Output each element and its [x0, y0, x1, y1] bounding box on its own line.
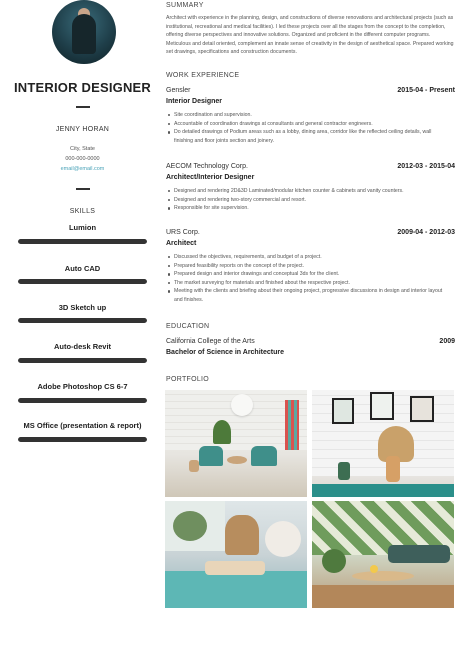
job-bullets: [166, 187, 451, 213]
skill-level-bar: [18, 318, 147, 323]
job-bullet: Designed and rendering 2D&3D Laminated/modular kitchen counter & cabinets and vanity counters.: [166, 187, 451, 196]
skill-level-bar: [18, 398, 147, 403]
job-company: URS Corp.: [166, 229, 200, 236]
portfolio-heading: PORTFOLIO: [166, 376, 210, 383]
education-degree: Bachelor of Science in Architecture: [166, 349, 284, 356]
skill-level-bar: [18, 437, 147, 442]
education-school: California College of the Arts: [166, 338, 255, 345]
candidate-name: JENNY HORAN: [55, 126, 110, 133]
job-dates: 2009-04 - 2012-03: [397, 229, 455, 236]
job-bullet: Site coordination and supervision.: [166, 111, 451, 120]
job-dates: 2015-04 - Present: [397, 87, 455, 94]
job-dates: 2012-03 - 2015-04: [397, 163, 455, 170]
summary-text: Architect with experience in the planning, design, and constructions of diverse renovations and architectural projects (such as institutional, recreational and medical facilities). I led these projects over all the stages from the concept to the completion, offering diverse perspectives and innovative solutions. Organized and proficient in the different computer programs. Meticulous and detail oriented, complement an innate sense of creativity in the design of aesthetical space. Prepared working set drawings, specifications and construction documents.: [166, 15, 454, 55]
experience-heading: WORK EXPERIENCE: [166, 72, 240, 79]
divider: [76, 106, 90, 108]
job-bullet: Responsible for site supervision.: [166, 204, 451, 213]
skills-heading: SKILLS: [69, 208, 96, 215]
job-bullet: Prepared design and interior drawings and conceptual 3ds for the client.: [166, 270, 451, 279]
job-bullets: [166, 111, 451, 145]
main-content: [165, 0, 465, 668]
summary-heading: SUMMARY: [166, 2, 204, 9]
skill-name: 3D Sketch up: [58, 303, 107, 312]
email-link[interactable]: email@email.com: [60, 166, 105, 172]
skill-name: MS Office (presentation & report): [23, 421, 142, 430]
job-bullets: [166, 253, 451, 305]
skill-name: Auto-desk Revit: [53, 342, 112, 351]
job-role: Architect: [166, 240, 197, 247]
job-company: AECOM Technology Corp.: [166, 163, 248, 170]
portfolio-image-boho-lounge[interactable]: [165, 501, 307, 608]
portfolio-image-tropical-lounge[interactable]: [312, 501, 454, 608]
job-bullet: Discussed the objectives, requirements, and budget of a project.: [166, 253, 451, 262]
sidebar: [0, 0, 165, 668]
job-bullet: Accountable of coordination drawings at consultants and general contractor engineers.: [166, 120, 451, 129]
job-bullet: Prepared feasibility reports on the concept of the project.: [166, 262, 451, 271]
education-heading: EDUCATION: [166, 323, 210, 330]
job-role: Architect/Interior Designer: [166, 174, 255, 181]
skill-name: Adobe Photoshop CS 6-7: [37, 382, 128, 391]
skill-name: Lumion: [68, 223, 97, 232]
job-bullet: Do detailed drawings of Podium areas such as a lobby, dining area, corridor like the reflected ceiling details, wall finishing and floor joints section and joinery.: [166, 128, 451, 145]
job-role: Interior Designer: [166, 98, 223, 105]
job-title: INTERIOR DESIGNER: [13, 80, 152, 95]
portfolio-image-pampas-vase[interactable]: [312, 390, 454, 497]
profile-photo: [52, 0, 116, 64]
education-year: 2009: [439, 338, 455, 345]
skill-level-bar: [18, 239, 147, 244]
phone: 000-000-0000: [65, 156, 100, 162]
divider: [76, 188, 90, 190]
job-bullet: Meeting with the clients and briefing about their ongoing project, progressive discussions in design and interior layout and finishes.: [166, 287, 451, 304]
job-bullet: Designed and rendering two-story commercial and resort.: [166, 196, 451, 205]
skill-level-bar: [18, 279, 147, 284]
profile-photo-body: [72, 14, 96, 54]
skill-level-bar: [18, 358, 147, 363]
job-company: Gensler: [166, 87, 191, 94]
job-bullet: The market surveying for materials and finished about the respective project.: [166, 279, 451, 288]
location: City, State: [70, 146, 95, 152]
portfolio-image-living-room[interactable]: [165, 390, 307, 497]
skill-name: Auto CAD: [64, 264, 101, 273]
